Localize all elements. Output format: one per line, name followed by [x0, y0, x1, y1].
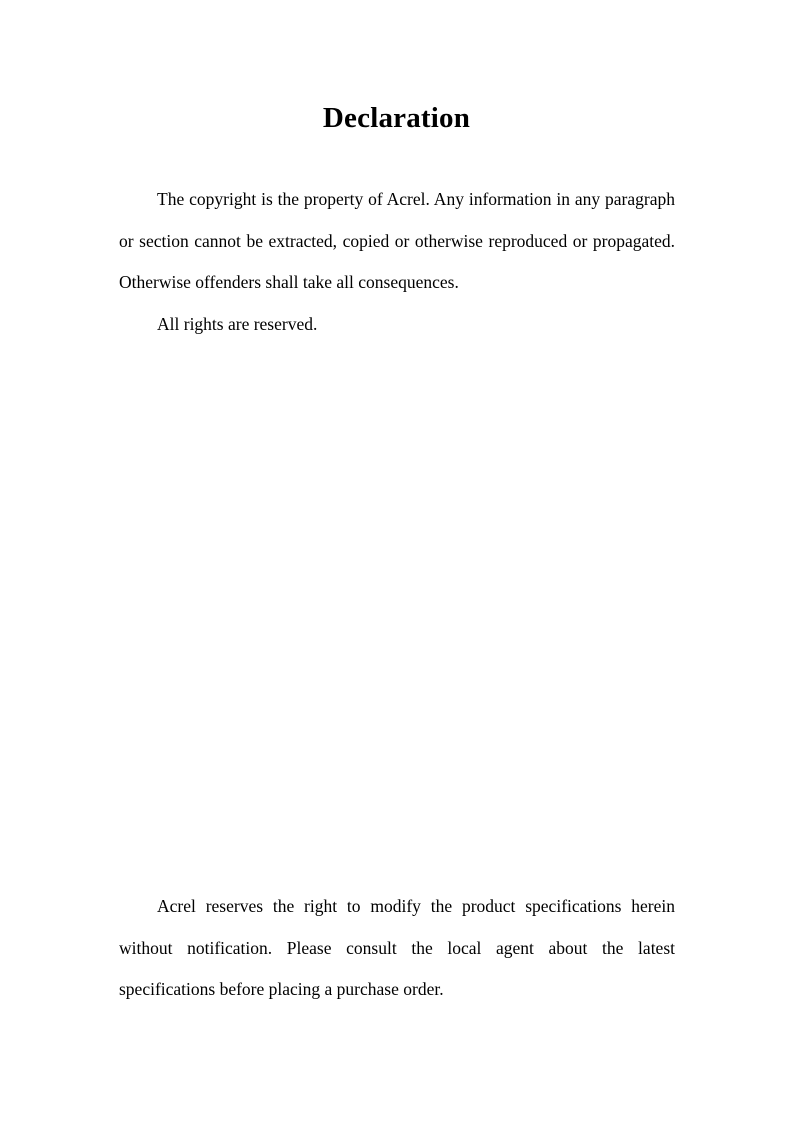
rights-reserved-paragraph: All rights are reserved. [157, 314, 318, 335]
copyright-section [119, 179, 675, 346]
copyright-paragraph: The copyright is the property of Acrel. Any information in any paragraph or section cannot be extracted, copied or otherwise reproduced or propagated. Otherwise offenders shall take all consequences. [119, 189, 675, 293]
page-title: Declaration [322, 102, 471, 134]
specification-notice-section [119, 886, 675, 1011]
specification-notice-paragraph: Acrel reserves the right to modify the product specifications herein without notification. Please consult the local agent about the latest specifications before placing a purchase order. [119, 896, 675, 1000]
